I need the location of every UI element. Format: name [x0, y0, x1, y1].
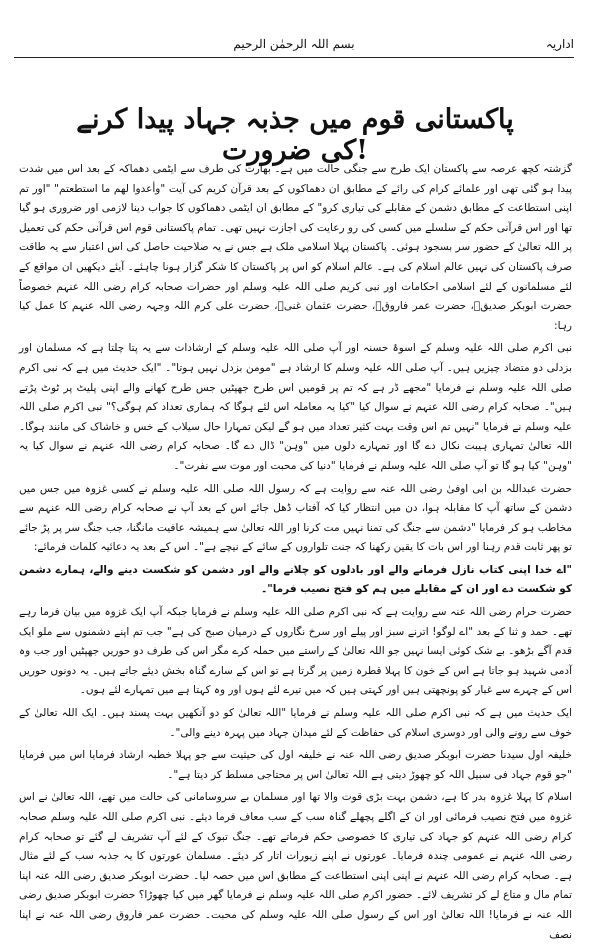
paragraph: ایک حدیث میں ہے کہ نبی اکرم صلی اللہ علیہ وسلم نے فرمایا "اللہ تعالیٰ کو دو آنکھیں بہت پسند ہیں۔ ایک اللہ تعالیٰ کے خوف سے رونے والی اور دوسری اسلام کی حفاظت کے لئے میدان جہاد میں پہرہ دینے والی"۔	[19, 707, 572, 739]
paragraph: نبی اکرم صلی اللہ علیہ وسلم کے اسوۂ حسنہ اور آپ صلی اللہ علیہ وسلم کے ارشادات سے یہ پتا چلتا ہے کہ مسلمان اور بزدلی دو متضاد چیزیں ہیں۔ آپ صلی اللہ علیہ وسلم کا ارشاد ہے "مومن بزدل نہیں ہوتا"۔ "ایک حدیث میں ہے کہ نبی اکرم صلی اللہ علیہ وسلم نے فرمایا "مجھے ڈر ہے کہ تم پر قومیں اس طرح جھپٹیں جس طرح کھانے والے اپنی پلیٹ پر ٹوٹ پڑتے ہیں"۔ صحابہ کرام رضی اللہ عنہم نے سوال کیا "کیا یہ معاملہ اس لئے ہوگا کہ ہماری تعداد کم ہوگی؟" نبی اکرم صلی اللہ علیہ وسلم نے فرمایا "نہیں تم اس وقت بہت کثیر تعداد میں ہو گے لیکن تمہارا حال سیلاب کے خس و خاشاک کی مانند ہوگا۔ اللہ تعالیٰ تمہاری ہیبت نکال دے گا اور تمہارے دلوں میں "وہن" ڈال دے گا۔ صحابہ کرام رضی اللہ عنہم نے سوال کیا یہ "وہن" کیا ہو گا تو آپ صلی اللہ علیہ وسلم نے فرمایا "دنیا کی محبت اور موت سے نفرت"۔	[19, 342, 572, 472]
paragraph: اسلام کا پہلا غزوہ بدر کا ہے، دشمن بہت بڑی قوت والا تھا اور مسلمان بے سروسامانی کی حالت میں تھے، اللہ تعالیٰ نے اس غزوہ میں فتح نصیب فرمائی اور ان کے اگلے پچھلے گناہ سب کے سب معاف فرما دیئے۔ نبی اکرم صلی اللہ علیہ وسلم صحابہ کرام رضی اللہ عنہم کو جہاد کی تیاری کا خصوصی حکم فرماتے تھے۔ جنگ تبوک کے لئے آپ تشریف لے گئے تو صحابہ کرام رضی اللہ عنہم نے عمومی چندہ فرمایا۔ عورتوں نے اپنے زیورات اتار کر دیئے۔ مسلمان عورتوں کا یہ جذبہ سب کے لئے مثال ہے۔ صحابہ کرام رضی اللہ عنہم نے اپنی اپنی استطاعت کے مطابق اس میں حصہ لیا۔ حضرت ابوبکر صدیق رضی اللہ عنہ اپنا تمام مال و متاع لے کر تشریف لائے۔ حضور اکرم صلی اللہ علیہ وسلم نے فرمایا گھر میں کیا چھوڑا؟ حضرت ابوبکر صدیق رضی اللہ عنہ نے فرمایا! اللہ تعالیٰ اور اس کے رسول صلی اللہ علیہ وسلم کی محبت۔ حضرت عمر فاروق رضی اللہ عنہ نے اپنا نصف	[19, 791, 572, 941]
bismillah: بسم اللہ الرحمٰن الرحیم	[233, 37, 355, 51]
prayer-quote: "اے خدا اپنی کتاب نازل فرمانے والے اور بادلوں کو چلانے والے اور دشمن کو شکست دینے والے، ہمارے دشمن کو شکست دے اور ان کے مقابلے میں ہم کو فتح نصیب فرما"۔	[19, 563, 572, 596]
article-title: پاکستانی قوم میں جذبہ جہاد پیدا کرنے کی ضرورت!	[76, 104, 514, 166]
paragraph: حضرت عبداللہ بن ابی اوفیٰ رضی اللہ عنہ سے روایت ہے کہ رسول اللہ صلی اللہ علیہ وسلم نے کسی غزوہ میں جس میں دشمن کے ساتھ آپ کا مقابلہ ہوا، دن میں انتظار کیا کہ آفتاب ڈھل جائے اس کے بعد آپ نے صحابہ کرام رضی اللہ عنہم سے مخاطب ہو کر فرمایا "دشمن سے جنگ کی تمنا نہیں مت کرنا اور اللہ تعالیٰ سے ہمیشہ عافیت مانگنا، جب جنگ سر پر پڑ جائے تو پھر ثابت قدم رہنا اور اس بات کا یقین رکھنا کہ جنت تلواروں کے سائے کے نیچے ہے"۔ اس کے بعد یہ دعائیہ کلمات فرمائے:	[19, 482, 572, 554]
section-label: اداریہ	[545, 37, 574, 51]
page-header	[14, 37, 574, 58]
article-body	[19, 160, 572, 941]
paragraph: گزشتہ کچھ عرصہ سے پاکستان ایک طرح سے جنگی حالت میں ہے۔ بھارت کی طرف سے ایٹمی دھماکہ کے بعد اس میں شدت پیدا ہو گئی تھی اور علمائے کرام کی رائے کے مطابق ان دھماکوں کے بعد قرآن کریم کی آیت "وأعدوا لهم ما استطعتم" "اور تم اپنی استطاعت کے مطابق دشمن کے مقابلے کی تیاری کرو" کے مطابق ان ایٹمی دھماکوں کا جواب دینا لازمی اور ضروری ہو گیا تھا اور اس قرآنی حکم کے سلسلے میں کسی کی رو رعایت کی اجازت نہیں تھی۔ تمام پاکستانی قوم اس قرآنی حکم کی تعمیل پر اللہ تعالیٰ کے حضور سر بسجود ہوئی۔ پاکستان پہلا اسلامی ملک ہے جس نے یہ صلاحیت حاصل کی اس اعتبار سے یہ طاقت صرف پاکستان کی نہیں عالم اسلام کی ہے۔ عالم اسلام کو اس پر پاکستان کا شکر گزار ہونا چاہئے۔ آیئے دیکھیں ان مواقع کے لئے مسلمانوں کے لئے اسلامی احکامات اور نبی کریم صلی اللہ علیہ وسلم اور حضرات صحابہ کرام رضی اللہ عنہم خصوصاً حضرت ابوبکر صدیقؓ، حضرت عمر فاروقؓ، حضرت عثمان غنیؓ، حضرت علی کرم اللہ وجہہ رضی اللہ عنہم کا عمل کیا رہا:	[19, 163, 572, 332]
paragraph: حضرت حرام رضی اللہ عنہ سے روایت ہے کہ نبی اکرم صلی اللہ علیہ وسلم نے فرمایا جبکہ آپ ایک غزوہ میں بیان فرما رہے تھے۔ حمد و ثنا کے بعد "اے لوگو! اترنے سبز اور پیلے اور سرخ نگاروں کے درمیان صبح کی ہے" جب تم اپنے دشمنوں سے ملو ایک قدم آگے بڑھو۔ بے شک کوئی ایسا نہیں جو اللہ تعالیٰ کے راستے میں حملہ کرے مگر اس کی طرف دو حوریں جھپٹیں اور جب وہ آدمی شہید ہو جاتا ہے اس کے خون کا پہلا قطرہ زمین پر گرتا ہے تو اس کے سارے گناہ بخش دیئے جاتے ہیں۔ یہ دونوں حوریں اس کے چہرے سے غبار کو پونچھتی ہیں اور کہتی ہیں کہ میں تیرے لئے ہوں اور وہ کہتا ہے میں تمہارے لئے ہوں۔	[19, 606, 572, 697]
paragraph: خلیفہ اول سیدنا حضرت ابوبکر صدیق رضی اللہ عنہ نے خلیفہ اول کی حیثیت سے جو پہلا خطبہ ارشاد فرمایا اس میں فرمایا "جو قوم جہاد فی سبیل اللہ کو چھوڑ دیتی ہے اللہ تعالیٰ اس پر محتاجی مسلط کر دیتا ہے"۔	[19, 749, 572, 781]
